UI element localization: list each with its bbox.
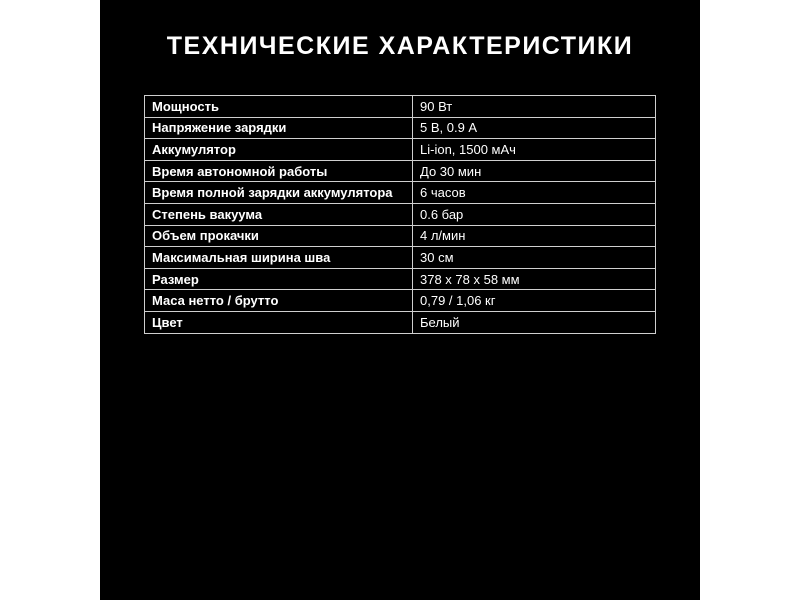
table-row xyxy=(145,247,656,269)
spec-label: Время полной зарядки аккумулятора xyxy=(145,182,413,204)
spec-value: 6 часов xyxy=(413,182,656,204)
spec-label: Цвет xyxy=(145,311,413,333)
spec-value: Li-ion, 1500 мАч xyxy=(413,139,656,161)
spec-value: 0.6 бар xyxy=(413,203,656,225)
table-row xyxy=(145,311,656,333)
table-row xyxy=(145,225,656,247)
table-row xyxy=(145,268,656,290)
table-row xyxy=(145,182,656,204)
table-row xyxy=(145,96,656,118)
spec-label: Время автономной работы xyxy=(145,160,413,182)
table-row xyxy=(145,160,656,182)
spec-value: 0,79 / 1,06 кг xyxy=(413,290,656,312)
spec-value: 30 см xyxy=(413,247,656,269)
spec-value: Белый xyxy=(413,311,656,333)
spec-value: 4 л/мин xyxy=(413,225,656,247)
table-row xyxy=(145,117,656,139)
spec-panel xyxy=(100,0,700,600)
table-row xyxy=(145,203,656,225)
spec-label: Мощность xyxy=(145,96,413,118)
spec-label: Маса нетто / брутто xyxy=(145,290,413,312)
table-row xyxy=(145,139,656,161)
page-title: ТЕХНИЧЕСКИЕ ХАРАКТЕРИСТИКИ xyxy=(166,32,634,60)
spec-label: Объем прокачки xyxy=(145,225,413,247)
specs-table xyxy=(144,95,656,334)
spec-label: Максимальная ширина шва xyxy=(145,247,413,269)
spec-label: Напряжение зарядки xyxy=(145,117,413,139)
spec-label: Аккумулятор xyxy=(145,139,413,161)
spec-value: До 30 мин xyxy=(413,160,656,182)
table-row xyxy=(145,290,656,312)
spec-value: 378 х 78 х 58 мм xyxy=(413,268,656,290)
spec-label: Степень вакуума xyxy=(145,203,413,225)
spec-value: 90 Вт xyxy=(413,96,656,118)
spec-label: Размер xyxy=(145,268,413,290)
spec-value: 5 В, 0.9 А xyxy=(413,117,656,139)
